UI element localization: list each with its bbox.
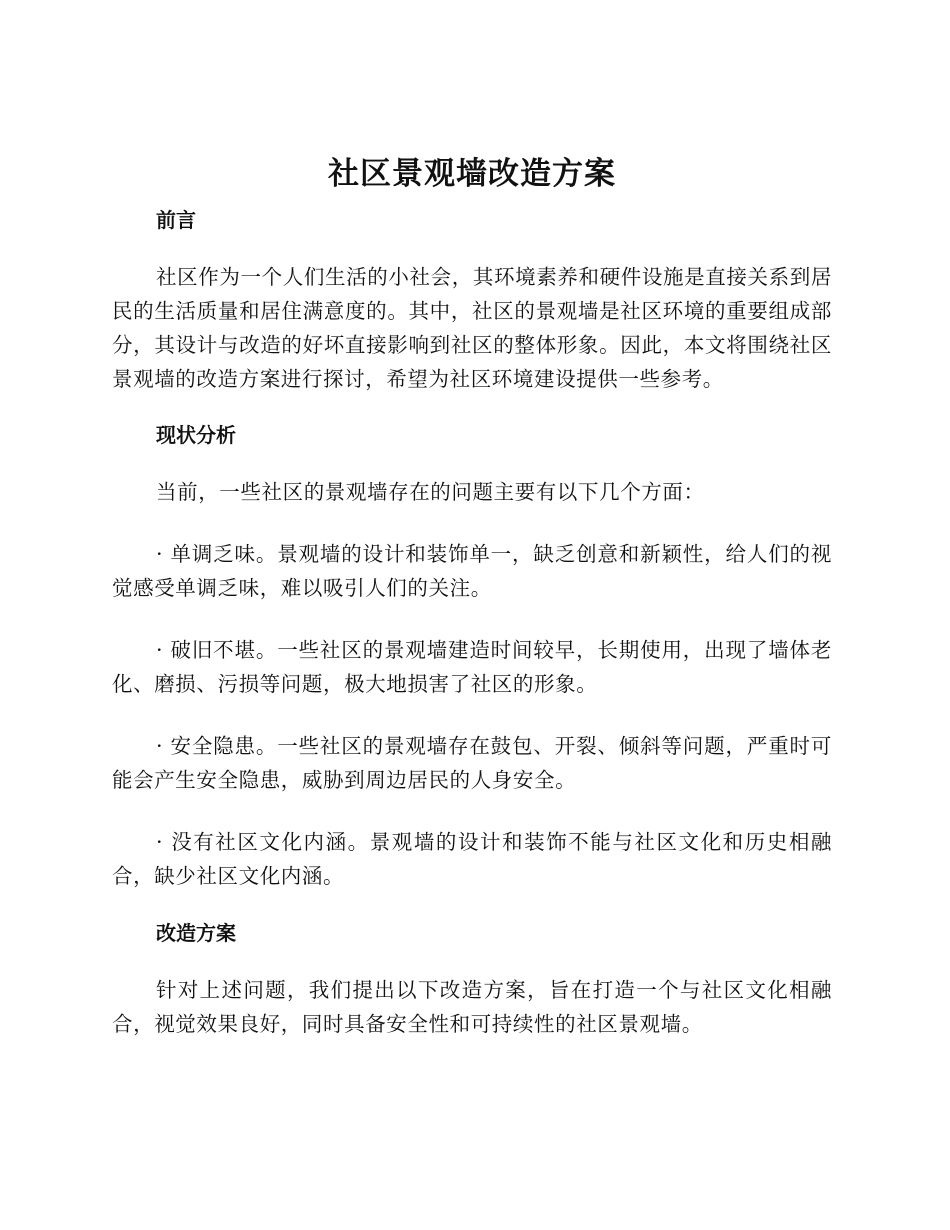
preface-paragraph: 社区作为一个人们生活的小社会，其环境素养和硬件设施是直接关系到居民的生活质量和居住满意度的。其中，社区的景观墙是社区环境的重要组成部分，其设计与改造的好坏直接影响到社区的整体形象。因此，本文将围绕社区景观墙的改造方案进行探讨，希望为社区环境建设提供一些参考。	[112, 265, 832, 391]
section-heading-plan: 改造方案	[156, 921, 236, 945]
issue-item-no-culture: · 没有社区文化内涵。景观墙的设计和装饰不能与社区文化和历史相融合，缺少社区文化内涵。	[112, 830, 832, 888]
document-title: 社区景观墙改造方案	[328, 156, 616, 192]
document-page	[112, 150, 832, 1041]
section-heading-status: 现状分析	[156, 423, 236, 447]
plan-paragraph: 针对上述问题，我们提出以下改造方案，旨在打造一个与社区文化相融合，视觉效果良好，同时具备安全性和可持续性的社区景观墙。	[112, 978, 832, 1036]
section-heading-preface: 前言	[156, 208, 196, 232]
issue-item-dilapidation: · 破旧不堪。一些社区的景观墙建造时间较早，长期使用，出现了墙体老化、磨损、污损等问题，极大地损害了社区的形象。	[112, 638, 832, 696]
issue-item-safety-hazard: · 安全隐患。一些社区的景观墙存在鼓包、开裂、倾斜等问题，严重时可能会产生安全隐患，威胁到周边居民的人身安全。	[112, 734, 832, 792]
issue-item-monotony: · 单调乏味。景观墙的设计和装饰单一，缺乏创意和新颖性，给人们的视觉感受单调乏味，难以吸引人们的关注。	[112, 542, 832, 600]
status-lead-paragraph: 当前，一些社区的景观墙存在的问题主要有以下几个方面：	[156, 480, 705, 504]
